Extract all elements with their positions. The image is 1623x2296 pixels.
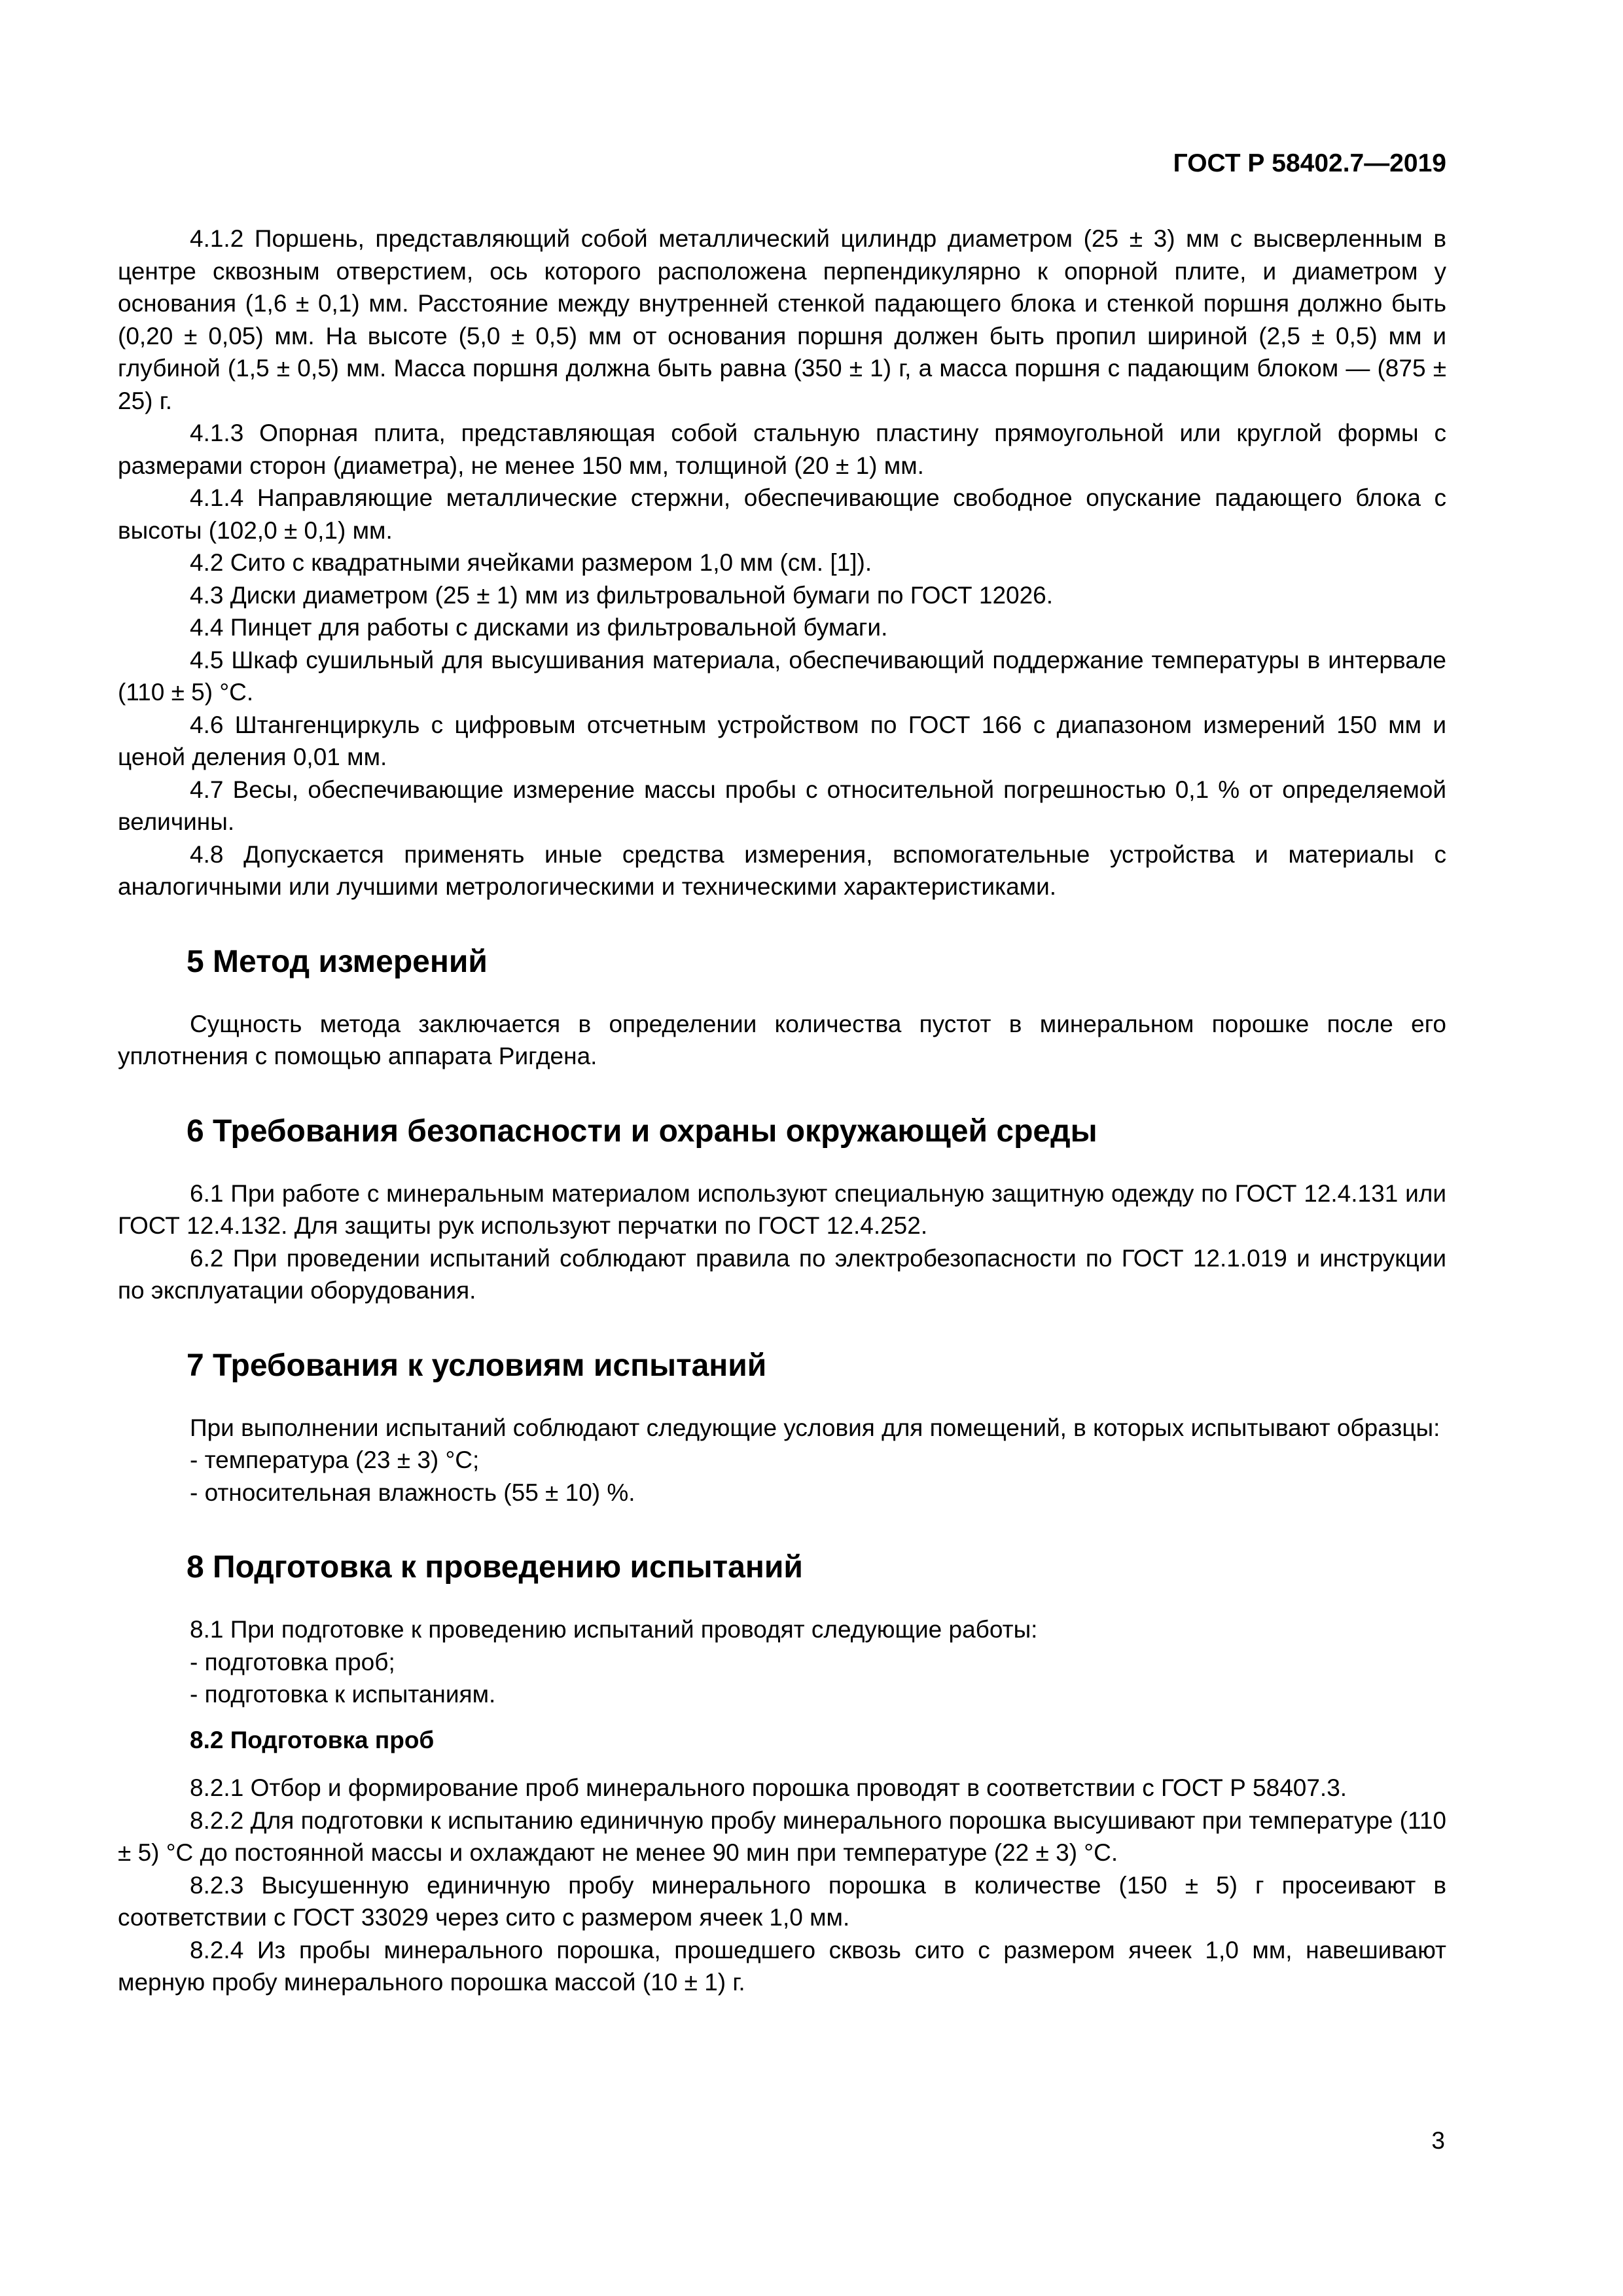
paragraph-8-2-4: 8.2.4 Из пробы минерального порошка, прошедшего сквозь сито с размером ячеек 1,0 мм, навешивают мерную пробу минерального порошка массой (10 ± 1) г.	[118, 1936, 1446, 1996]
paragraph-8-2-3: 8.2.3 Высушенную единичную пробу минерального порошка в количестве (150 ± 5) г просеивают в соответствии с ГОСТ 33029 через сито с размером ячеек 1,0 мм.	[118, 1871, 1446, 1931]
paragraph-4-4: 4.4 Пинцет для работы с дисками из фильтровальной бумаги.	[190, 614, 888, 641]
section-5-text: Сущность метода заключается в определении количества пустот в минеральном порошке после его уплотнения с помощью аппарата Ригдена.	[118, 1010, 1446, 1069]
paragraph-4-1-2: 4.1.2 Поршень, представляющий собой металлический цилиндр диаметром (25 ± 3) мм с высверленным в центре сквозным отверстием, ось которого расположена перпендикулярно к опорной плите, и диаметром у основания (1,6 ± 0,1) мм. Расстояние между внутренней стенкой падающего блока и стенкой поршня должно быть (0,20 ± 0,05) мм. На высоте (5,0 ± 0,5) мм от основания поршня должен быть пропил шириной (2,5 ± 0,5) мм и глубиной (1,5 ± 0,5) мм. Масса поршня должна быть равна (350 ± 1) г, а масса поршня с падающим блоком — (875 ± 25) г.	[118, 225, 1446, 414]
paragraph-6-2: 6.2 При проведении испытаний соблюдают правила по электробезопасности по ГОСТ 12.1.019 и инструкции по эксплуатации оборудования.	[118, 1244, 1446, 1304]
page-number: 3	[1431, 2127, 1445, 2154]
paragraph-4-3: 4.3 Диски диаметром (25 ± 1) мм из фильтровальной бумаги по ГОСТ 12026.	[190, 581, 1054, 609]
paragraph-4-6: 4.6 Штангенциркуль с цифровым отсчетным устройством по ГОСТ 166 с диапазоном измерений 150 мм и ценой деления 0,01 мм.	[118, 711, 1446, 770]
paragraph-4-7: 4.7 Весы, обеспечивающие измерение массы пробы с относительной погрешностью 0,1 % от определяемой величины.	[118, 776, 1446, 835]
paragraph-4-2: 4.2 Сито с квадратными ячейками размером 1,0 мм (см. [1]).	[190, 549, 872, 576]
condition-temperature: - температура (23 ± 3) °С;	[190, 1446, 480, 1473]
subsection-8-2-heading: 8.2 Подготовка проб	[190, 1726, 435, 1753]
paragraph-8-2-2: 8.2.2 Для подготовки к испытанию единичную пробу минерального порошка высушивают при температуре (110 ± 5) °С до постоянной массы и охлаждают не менее 90 мин при температуре (22 ± 3) °С.	[118, 1806, 1446, 1866]
section-7-heading: 7 Требования к условиям испытаний	[187, 1348, 767, 1383]
paragraph-4-5: 4.5 Шкаф сушильный для высушивания материала, обеспечивающий поддержание температуры в интервале (110 ± 5) °С.	[118, 646, 1446, 706]
paragraph-4-1-3: 4.1.3 Опорная плита, представляющая собой стальную пластину прямоугольной или круглой формы с размерами сторон (диаметра), не менее 150 мм, толщиной (20 ± 1) мм.	[118, 420, 1446, 479]
work-item-sample-prep: - подготовка проб;	[190, 1648, 395, 1676]
document-code-header: ГОСТ Р 58402.7—2019	[1173, 149, 1446, 177]
page-body	[118, 223, 1446, 1999]
section-5-heading: 5 Метод измерений	[187, 944, 488, 979]
paragraph-4-1-4: 4.1.4 Направляющие металлические стержни, обеспечивающие свободное опускание падающего блока с высоты (102,0 ± 0,1) мм.	[118, 484, 1446, 544]
condition-humidity: - относительная влажность (55 ± 10) %.	[190, 1479, 635, 1506]
paragraph-8-1: 8.1 При подготовке к проведению испытаний проводят следующие работы:	[190, 1616, 1038, 1643]
work-item-test-prep: - подготовка к испытаниям.	[190, 1681, 496, 1708]
section-6-heading: 6 Требования безопасности и охраны окружающей среды	[187, 1113, 1097, 1149]
paragraph-4-8: 4.8 Допускается применять иные средства измерения, вспомогательные устройства и материалы с аналогичными или лучшими метрологическими и техническими характеристиками.	[118, 840, 1446, 900]
paragraph-6-1: 6.1 При работе с минеральным материалом используют специальную защитную одежду по ГОСТ 12.4.131 или ГОСТ 12.4.132. Для защиты рук используют перчатки по ГОСТ 12.4.252.	[118, 1179, 1446, 1239]
paragraph-8-2-1: 8.2.1 Отбор и формирование проб минерального порошка проводят в соответствии с ГОСТ Р 58407.3.	[190, 1774, 1347, 1801]
section-8-heading: 8 Подготовка к проведению испытаний	[187, 1550, 803, 1585]
section-7-intro: При выполнении испытаний соблюдают следующие условия для помещений, в которых испытывают образцы:	[190, 1414, 1440, 1441]
